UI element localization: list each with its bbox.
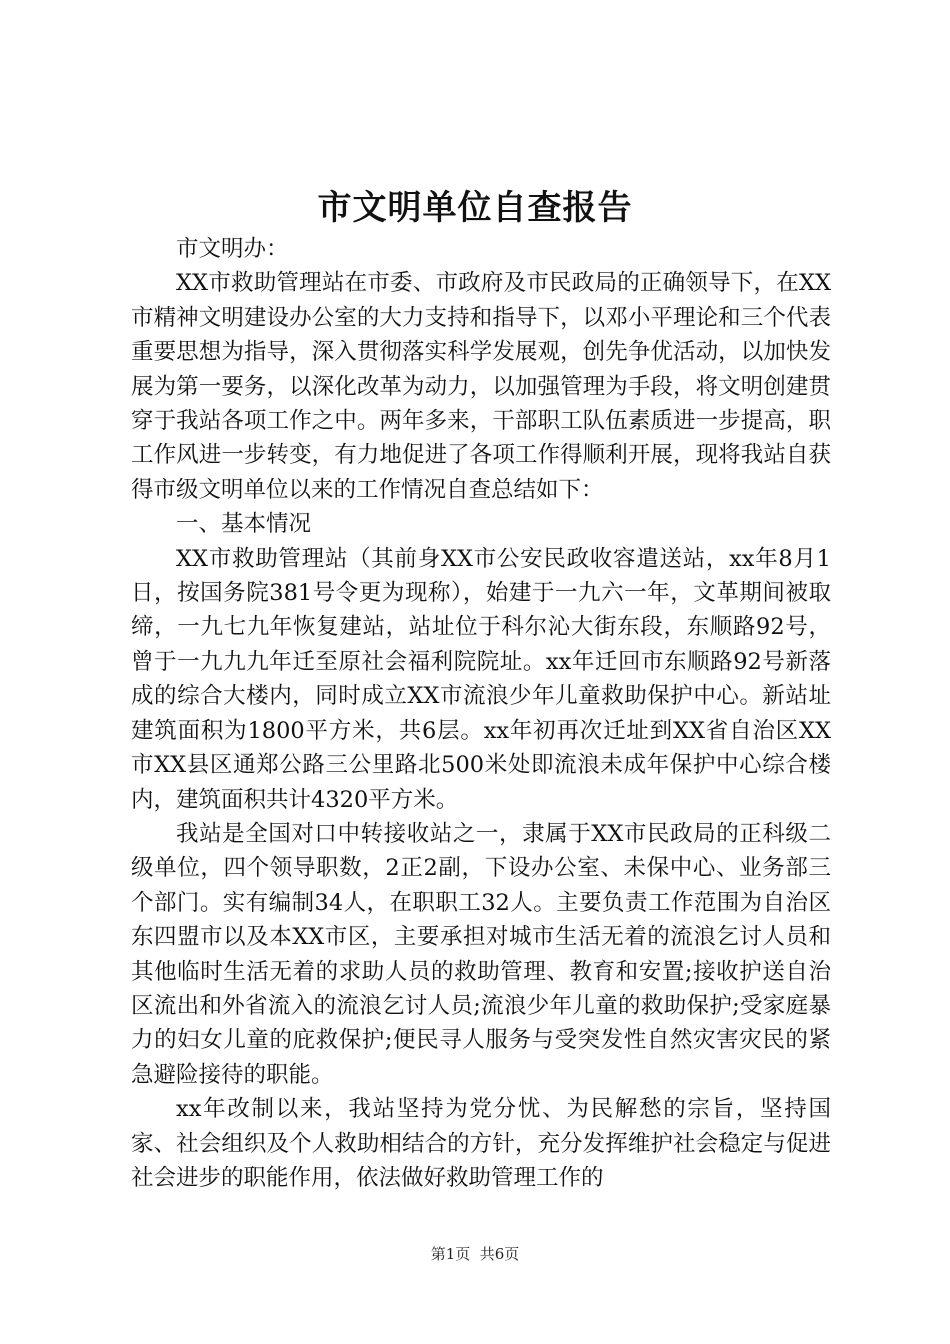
salutation: 市文明办： [176,236,289,262]
page-number-label: 第1页 共6页 [430,1245,520,1263]
paragraph-organization: 我站是全国对口中转接收站之一，隶属于XX市民政局的正科级二级单位，四个领导职数，2正2副，下设办公室、未保中心、业务部三个部门。实有编制34人，在职职工32人。主要负责工作范围为自治区东四盟市以及本XX市区，主要承担对城市生活无着的流浪乞讨人员和其他临时生活无着的求助人员的救助管理、教育和安置;接收护送自治区流出和外省流入的流浪乞讨人员;流浪少年儿童的救助保护;受家庭暴力的妇女儿童的庇救保护;便民寻人服务与受突发性自然灾害灾民的紧急避险接待的职能。 [131,820,831,1088]
page-footer [0,1243,950,1265]
document-title: 市文明单位自查报告 [317,188,633,228]
section-heading-basic-info: 一、基本情况 [176,511,312,538]
document-body [131,232,831,1195]
paragraph-since-reform: xx年改制以来，我站坚持为党分忧、为民解愁的宗旨，坚持国家、社会组织及个人救助相结合的方针，充分发挥维护社会稳定与促进社会进步的职能作用，依法做好救助管理工作的 [131,1096,831,1191]
paragraph-intro: XX市救助管理站在市委、市政府及市民政局的正确领导下，在XX市精神文明建设办公室的大力支持和指导下，以邓小平理论和三个代表重要思想为指导，深入贯彻落实科学发展观，创先争优活动，以加快发展为第一要务，以深化改革为动力，以加强管理为手段，将文明创建贯穿于我站各项工作之中。两年多来，干部职工队伍素质进一步提高，职工作风进一步转变，有力地促进了各项工作得顺利开展，现将我站自获得市级文明单位以来的工作情况自查总结如下： [131,270,831,503]
paragraph-history: XX市救助管理站（其前身XX市公安民政收容遣送站，xx年8月1日，按国务院381号令更为现称），始建于一九六一年，文革期间被取缔，一九七九年恢复建站，站址位于科尔沁大街东段，东顺路92号，曾于一九九九年迁至原社会福利院院址。xx年迁回市东顺路92号新落成的综合大楼内，同时成立XX市流浪少年儿童救助保护中心。新站址建筑面积为1800平方米，共6层。xx年初再次迁址到XX省自治区XX市XX县区通郑公路三公里路北500米处即流浪未成年保护中心综合楼内，建筑面积共计4320平方米。 [131,545,831,813]
